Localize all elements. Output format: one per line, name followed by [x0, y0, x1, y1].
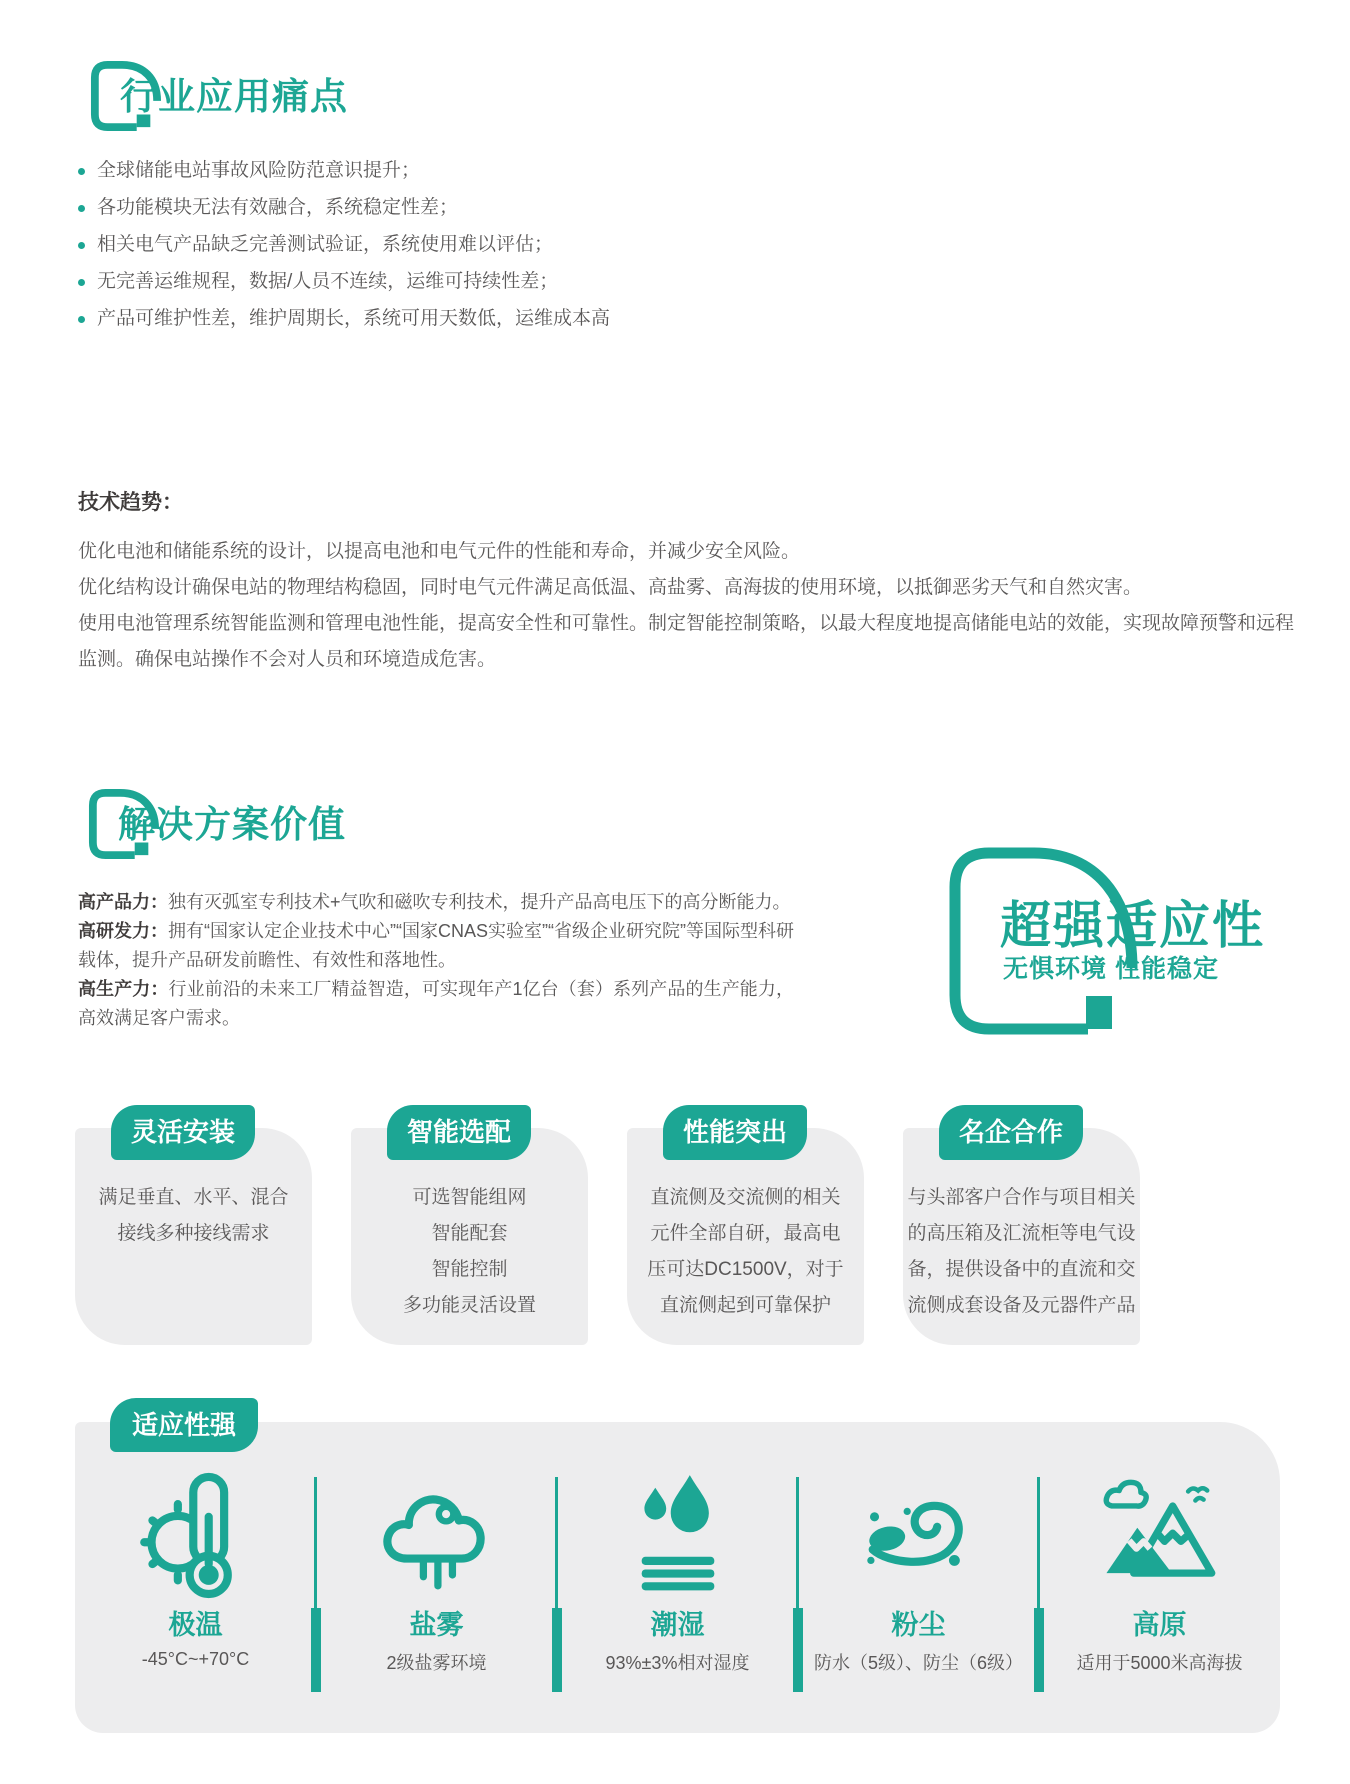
- card-line: 直流侧及交流侧的相关: [650, 1187, 841, 1208]
- feature-card: [351, 1105, 588, 1345]
- bullet-item: [78, 160, 610, 182]
- card-title-badge: 性能突出: [663, 1105, 807, 1160]
- panel-column-title: 盐雾: [409, 1610, 464, 1640]
- bullet-icon: [78, 242, 85, 249]
- value-item-label: 高生产力：: [78, 979, 169, 999]
- card-body: [351, 1128, 588, 1345]
- card-title-badge: 灵活安装: [111, 1105, 255, 1160]
- panel-column-subtitle: -45°C~+70°C: [141, 1649, 250, 1669]
- bullet-text: 各功能模块无法有效融合，系统稳定性差；: [97, 197, 459, 218]
- bullet-icon: [78, 279, 85, 286]
- value-item-text: 拥有“国家认定企业技术中心”“国家CNAS实验室”“省级企业研究院”等国际型科研载体，提升产品研发前瞻性、有效性和落地性。: [78, 921, 795, 970]
- card-line: 元件全部自研，最高电: [650, 1223, 841, 1244]
- value-item: [78, 917, 794, 975]
- bullet-item: [78, 271, 610, 293]
- card-line: 接线多种接线需求: [117, 1223, 270, 1244]
- card-line: 智能配套: [431, 1223, 508, 1244]
- pain-section-title: 行业应用痛点: [120, 76, 348, 117]
- card-line: 多功能灵活设置: [402, 1295, 536, 1316]
- card-body: [75, 1128, 312, 1345]
- card-line: 流侧成套设备及元器件产品: [907, 1295, 1136, 1316]
- value-section-header: [88, 788, 346, 862]
- humidity-drops-icon: [557, 1460, 798, 1610]
- panel-column-title: 粉尘: [891, 1610, 946, 1640]
- dust-wind-icon: [798, 1460, 1039, 1610]
- pain-bullet-list: [78, 160, 610, 345]
- trend-paragraph: 使用电池管理系统智能监测和管理电池性能，提高安全性和可靠性。制定智能控制策略，以最大程度地提高储能电站的效能，实现故障预警和远程监测。确保电站操作不会对人员和环境造成危害。: [78, 613, 1295, 670]
- panel-column: [75, 1422, 316, 1733]
- bullet-text: 无完善运维规程，数据/人员不连续，运维可持续性差；: [97, 271, 559, 292]
- panel-column: [1039, 1422, 1280, 1733]
- card-line: 智能控制: [431, 1259, 508, 1280]
- bullet-icon: [78, 205, 85, 212]
- bullet-text: 产品可维护性差，维护周期长，系统可用天数低，运维成本高: [97, 308, 611, 329]
- value-item-text: 行业前沿的未来工厂精益智造，可实现年产1亿台（套）系列产品的生产能力，高效满足客户需求。: [78, 979, 794, 1028]
- callout-subtitle: 无惧环境 性能稳定: [1003, 955, 1219, 983]
- bullet-item: [78, 234, 610, 256]
- adaptability-callout: [948, 846, 1348, 1046]
- panel-title-badge: 适应性强: [110, 1398, 258, 1452]
- mountain-icon: [1039, 1460, 1280, 1610]
- feature-card: [903, 1105, 1140, 1345]
- panel-column-title: 潮湿: [650, 1610, 705, 1640]
- panel-column-subtitle: 防水（5级）、防尘（6级）: [813, 1653, 1024, 1673]
- card-body: [627, 1128, 864, 1345]
- panel-column: [557, 1422, 798, 1733]
- feature-cards-row: [75, 1105, 1140, 1345]
- value-item-text: 独有灭弧室专利技术+气吹和磁吹专利技术，提升产品高电压下的高分断能力。: [168, 892, 791, 912]
- card-line: 直流侧起到可靠保护: [659, 1295, 831, 1316]
- card-line: 压可达DC1500V，对于: [647, 1259, 844, 1280]
- panel-column: [316, 1422, 557, 1733]
- feature-card: [627, 1105, 864, 1345]
- feature-card: [75, 1105, 312, 1345]
- value-item: [78, 975, 794, 1033]
- salt-fog-cloud-icon: [316, 1460, 557, 1610]
- panel-column-subtitle: 2级盐雾环境: [386, 1653, 487, 1673]
- value-section-title: 解决方案价值: [118, 804, 346, 845]
- bullet-item: [78, 308, 610, 330]
- card-line: 满足垂直、水平、混合: [98, 1187, 289, 1208]
- bullet-icon: [78, 168, 85, 175]
- card-body: [903, 1128, 1140, 1345]
- card-title-badge: 名企合作: [939, 1105, 1083, 1160]
- card-title-badge: 智能选配: [387, 1105, 531, 1160]
- panel-column: [798, 1422, 1039, 1733]
- thermometer-sun-icon: [75, 1460, 316, 1610]
- panel-column-subtitle: 93%±3%相对湿度: [605, 1653, 750, 1673]
- trend-paragraph: 优化结构设计确保电站的物理结构稳固，同时电气元件满足高低温、高盐雾、高海拔的使用环境，以抵御恶劣天气和自然灾害。: [78, 577, 1143, 598]
- trend-paragraph: 优化电池和储能系统的设计，以提高电池和电气元件的性能和寿命，并减少安全风险。: [78, 541, 801, 562]
- panel-column-title: 极温: [168, 1610, 223, 1640]
- bullet-text: 相关电气产品缺乏完善测试验证，系统使用难以评估；: [97, 234, 554, 255]
- callout-title: 超强适应性: [1000, 897, 1266, 954]
- value-paragraphs: [78, 888, 794, 1033]
- card-line: 的高压箱及汇流柜等电气设: [907, 1223, 1136, 1244]
- pain-section-header: [90, 60, 348, 134]
- value-item: [78, 888, 794, 917]
- bullet-item: [78, 197, 610, 219]
- card-line: 备，提供设备中的直流和交: [907, 1259, 1136, 1280]
- adaptability-panel: [75, 1398, 1280, 1733]
- trend-heading: 技术趋势：: [78, 491, 183, 514]
- bullet-icon: [78, 316, 85, 323]
- card-line: 可选智能组网: [412, 1187, 527, 1208]
- card-line: 与头部客户合作与项目相关: [907, 1187, 1136, 1208]
- value-item-label: 高研发力：: [78, 921, 169, 941]
- bullet-text: 全球储能电站事故风险防范意识提升；: [97, 160, 421, 181]
- trend-section: [78, 486, 1294, 678]
- value-item-label: 高产品力：: [78, 892, 168, 912]
- panel-column-subtitle: 适用于5000米高海拔: [1076, 1653, 1243, 1673]
- panel-body: [75, 1422, 1280, 1733]
- panel-column-title: 高原: [1132, 1610, 1187, 1640]
